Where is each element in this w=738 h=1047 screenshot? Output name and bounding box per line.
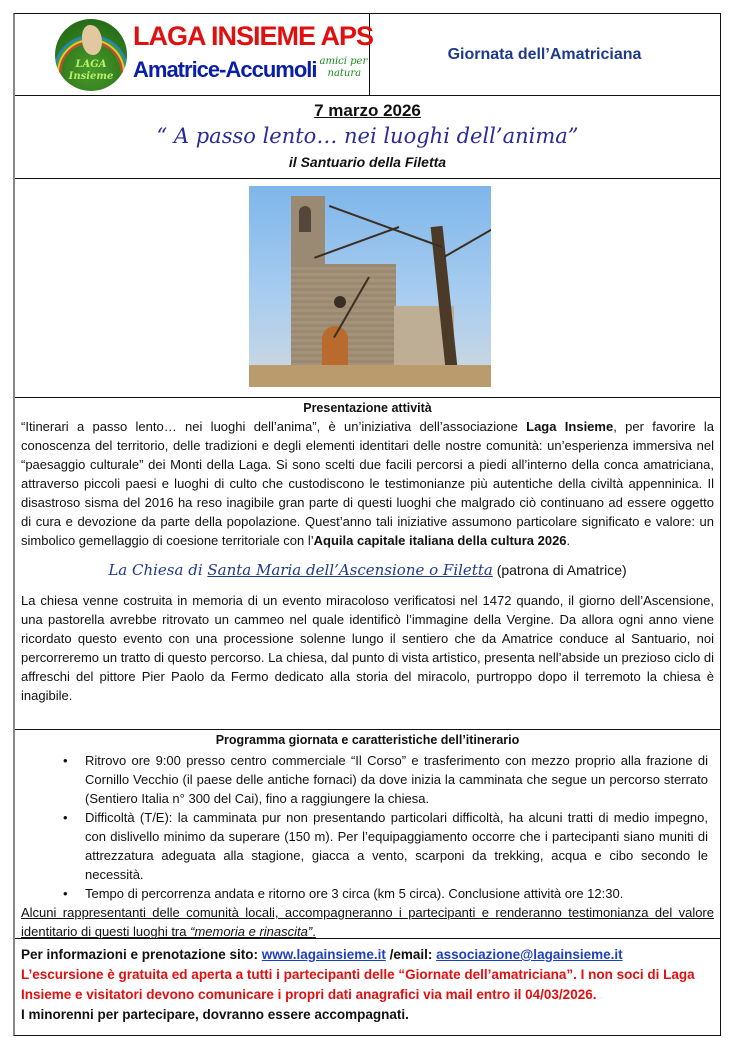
- church-photo: [249, 186, 491, 387]
- program-item: [63, 884, 708, 903]
- logo-subtitle-line: [133, 56, 367, 84]
- minors-notice: I minorenni per partecipare, dovranno essere accompagnati.: [21, 1007, 409, 1022]
- logo-badge-text: [55, 59, 127, 83]
- program-list: [15, 751, 720, 903]
- logo-badge-line2: Insieme: [68, 71, 114, 82]
- church-heading-suffix: (patrona di Amatrice): [492, 562, 627, 578]
- logo-tagline-line2: natura: [327, 68, 362, 79]
- photo-row: [15, 179, 720, 398]
- logo-tagline-line1: amici per: [319, 56, 368, 67]
- title-block: [15, 96, 720, 179]
- program-item-text: Ritrovo ore 9:00 presso centro commerciale “Il Corso” e trasferimento con mezzo proprio alla frazione di Cornillo Vecchio (il paese delle antiche fornaci) da dove inizia la camminata che segue un percorso sterrato (Sentiero Italia n° 300 del Cai), fino a raggiungere la chiesa.: [85, 753, 708, 806]
- bullet-icon: •: [63, 753, 68, 768]
- presentation-text: .: [566, 533, 571, 548]
- program-item-text: Difficoltà (T/E): la camminata pur non presentando particolari difficoltà, ha alcuni tratti di medio impegno, con dislivello minimo da superare (150 m). Per l’equipaggiamento occorre che i partecipanti siano muniti di attrezzatura adeguata alla stagione, giacca a vento, scarponi da trekking, acqua e cibo secondo le necessità.: [85, 810, 708, 882]
- presentation-paragraph: [15, 417, 720, 550]
- church-name: Santa Maria dell’Ascensione o Filetta: [207, 561, 493, 579]
- header-row: [15, 14, 720, 96]
- contact-line: [21, 945, 714, 965]
- association-logo-emblem: [55, 19, 127, 91]
- church-heading-prefix: La Chiesa di: [108, 561, 208, 579]
- community-note-quote: “memoria e rinascita”: [190, 924, 313, 939]
- community-note-text: Alcuni rappresentanti delle comunità locali, accompagneranno i partecipanti e renderanno testimonianza del valore identitario di questi luoghi tra: [21, 905, 714, 939]
- email-label: /email:: [385, 947, 437, 962]
- logo-subtitle: Amatrice-Accumoli: [133, 57, 317, 82]
- logo-wordmark: [133, 20, 374, 92]
- free-participation-notice: L’escursione è gratuita ed aperta a tutti i partecipanti delle “Giornate dell’amatriciana”. I non soci di Laga Insieme e visitatori devono comunicare i propri dati anagrafici via mail entro il 04/03/2026.: [21, 967, 695, 1002]
- contact-label: Per informazioni e prenotazione sito:: [21, 947, 262, 962]
- program-item-text: Tempo di percorrenza andata e ritorno ore 3 circa (km 5 circa). Conclusione attività ore 12:30.: [85, 886, 624, 901]
- community-note-end: .: [312, 924, 316, 939]
- flyer-sheet: [13, 13, 721, 1036]
- initiative-name: “Itinerari a passo lento… nei luoghi dell’anima”: [21, 419, 317, 434]
- bullet-icon: •: [63, 810, 68, 825]
- program-heading: Programma giornata e caratteristiche dell’itinerario: [215, 733, 520, 747]
- rose-window-shape: [334, 296, 346, 308]
- church-heading: [15, 558, 720, 583]
- logo-title: LAGA INSIEME APS: [133, 21, 374, 51]
- tree-branch-shape: [444, 226, 492, 258]
- capital-of-culture: Aquila capitale italiana della cultura 2026: [313, 533, 567, 548]
- presentation-text: , per favorire la conoscenza del territorio, delle tradizioni e degli elementi identitari delle nostre comunità: un’esperienza immersiva nel “paesaggio culturale” dei Monti della Laga. Si sono scelti due facili percorsi a piedi all’interno della conca amatriciana, attraverso piccoli paesi e luoghi di culto che custodiscono le testimonianze più autentiche della civiltà appenninica. Il disastroso sisma del 2016 ha reso inagibile gran parte di questi luoghi che malgrado ciò continuano ad essere oggetto di cura e devozione da parte della popolazione. Quest’anno tali iniziative assumono particolare significato e valore: un simbolico gemellaggio di coesione territoriale con l’: [21, 419, 715, 548]
- event-series-title: Giornata dell’Amatriciana: [447, 45, 642, 63]
- program-item: [63, 751, 708, 808]
- bell-opening-shape: [299, 206, 311, 232]
- tree-branch-shape: [329, 205, 442, 248]
- logo-tagline: [320, 56, 368, 80]
- email-link[interactable]: associazione@lagainsieme.it: [436, 947, 623, 962]
- map-graphic: [82, 25, 102, 55]
- presentation-section: [15, 398, 720, 730]
- website-link[interactable]: www.lagainsieme.it: [261, 947, 386, 962]
- program-section: [15, 730, 720, 939]
- presentation-heading: Presentazione attività: [303, 401, 432, 415]
- ground-shape: [249, 365, 491, 387]
- event-series-cell: [369, 14, 720, 95]
- tree-branch-shape: [314, 226, 399, 259]
- bullet-icon: •: [63, 886, 68, 901]
- logo-badge-line1: LAGA: [75, 59, 107, 70]
- info-footer: [15, 939, 720, 1035]
- program-item: [63, 808, 708, 884]
- event-subtitle: il Santuario della Filetta: [288, 154, 447, 170]
- church-description: La chiesa venne costruita in memoria di un evento miracoloso verificatosi nel 1472 quando, il giorno dell’Ascensione, una pastorella avrebbe ritrovato un cammeo nel quale identificò l’immagine della Vergine. Da allora ogni anno viene ricordato questo evento con una processione solenne lungo il sentiero che da Amatrice conduce al Santuario, noi percorreremo un tratto di questo percorso. La chiesa, dal punto di vista artistico, presenta nell’abside un prezioso ciclo di affreschi del pittore Pier Paolo da Fermo dedicato alla storia del miracolo, purtroppo dopo il terremoto la chiesa è inagibile.: [21, 593, 714, 703]
- logo-cell: [15, 14, 374, 95]
- presentation-text: , è un’iniziativa dell’associazione: [316, 419, 527, 434]
- event-date: 7 marzo 2026: [314, 101, 421, 120]
- event-motto: “ A passo lento… nei luoghi dell’anima”: [156, 124, 579, 148]
- organization-name: Laga Insieme: [526, 419, 614, 434]
- community-note: [15, 903, 720, 939]
